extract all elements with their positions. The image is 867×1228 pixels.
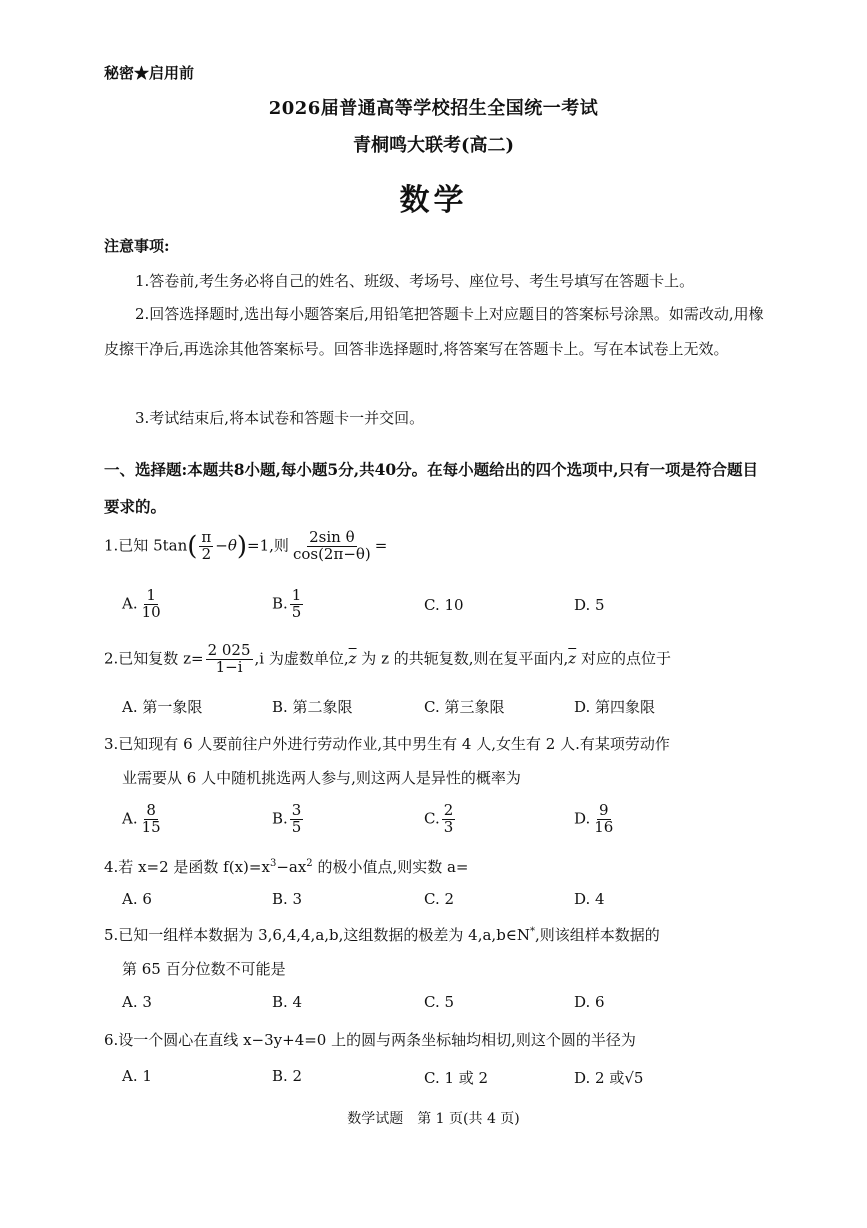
q6-option-c: C. 1 或 2 bbox=[424, 1069, 489, 1087]
q2-option-d: D. 第四象限 bbox=[574, 698, 656, 716]
q2-option-a: A. 第一象限 bbox=[122, 698, 203, 716]
q1-option-d: D. 5 bbox=[574, 596, 605, 614]
question-3-line-1: 3.已知现有 6 人要前往户外进行劳动作业,其中男生有 4 人,女生有 2 人.有某项劳动作 bbox=[104, 735, 670, 753]
q3-option-a: A. $\frac{8}{15}$ bbox=[122, 801, 161, 836]
question-3-line-2: 业需要从 6 人中随机挑选两人参与,则这两人是异性的概率为 bbox=[122, 769, 521, 787]
note-3: 3.考试结束后,将本试卷和答题卡一并交回。 bbox=[135, 409, 425, 427]
q5-option-b: B. 4 bbox=[272, 993, 303, 1011]
q1-fraction: $\frac{\text{2sin θ}}{\cos(2\pi-\theta)}$ bbox=[292, 528, 371, 563]
exam-subtitle: 青桐鸣大联考(高二) bbox=[352, 135, 515, 156]
q2-option-b: B. 第二象限 bbox=[272, 698, 353, 716]
q3-option-c: C. $\frac{2}{3}$ bbox=[424, 801, 454, 836]
q2-option-c: C. 第三象限 bbox=[424, 698, 505, 716]
q1-prefix: 1.已知 5tan bbox=[104, 536, 188, 555]
question-5-line-2: 第 65 百分位数不可能是 bbox=[122, 960, 286, 978]
question-6: 6.设一个圆心在直线 x−3y+4=0 上的圆与两条坐标轴均相切,则这个圆的半径为 bbox=[104, 1031, 636, 1049]
question-5-line-1: 5.已知一组样本数据为 3,6,4,4,a,b,这组数据的极差为 4,a,b∈N*,则该组样本数据的 bbox=[104, 926, 660, 944]
q3-option-d: D. $\frac{9}{16}$ bbox=[574, 801, 614, 836]
subject-title: 数学 bbox=[399, 183, 468, 218]
question-4: 4.若 x=2 是函数 $f(x)=x^3-ax^2$ 的极小值点,则实数 a= bbox=[104, 858, 469, 876]
q4-option-d: D. 4 bbox=[574, 890, 605, 908]
q1-option-b: B. $\frac{1}{5}$ bbox=[272, 586, 302, 621]
q1-option-c: C. 10 bbox=[424, 596, 464, 614]
q4-option-b: B. 3 bbox=[272, 890, 303, 908]
q5-option-d: D. 6 bbox=[574, 993, 605, 1011]
q1-option-a: A. $\frac{1}{10}$ bbox=[122, 586, 161, 621]
section-heading: 一、选择题:本题共8小题,每小题5分,共40分。在每小题给出的四个选项中,只有一项是符合题目要求的。 bbox=[104, 460, 759, 516]
q3-option-b: B. $\frac{3}{5}$ bbox=[272, 801, 302, 836]
q4-option-a: A. 6 bbox=[122, 890, 152, 908]
q6-option-b: B. 2 bbox=[272, 1067, 303, 1085]
notes-heading: 注意事项: bbox=[104, 237, 170, 255]
q4-option-c: C. 2 bbox=[424, 890, 455, 908]
q6-option-a: A. 1 bbox=[122, 1067, 152, 1085]
q5-option-c: C. 5 bbox=[424, 993, 455, 1011]
q5-option-a: A. 3 bbox=[122, 993, 152, 1011]
note-2: 2.回答选择题时,选出每小题答案后,用铅笔把答题卡上对应题目的答案标号涂黑。如需改动,用橡皮擦干净后,再选涂其他答案标号。回答非选择题时,将答案写在答题卡上。写在本试卷上无效。 bbox=[104, 305, 764, 358]
exam-title: 2026届普通高等学校招生全国统一考试 bbox=[268, 98, 599, 119]
confidential-label: 秘密★启用前 bbox=[104, 64, 195, 82]
q6-option-d: D. 2 或√5 bbox=[574, 1069, 644, 1087]
q1-pi-over-2: $\frac{\pi}{2}$ bbox=[201, 528, 212, 563]
question-1: 1.已知 5tan( $\frac{\pi}{2}$ −θ)=1,则 $\frac{\text{2sin θ}}{\cos(2\pi-\theta)}$ = bbox=[104, 528, 388, 563]
page-footer: 数学试题 第 1 页(共 4 页) bbox=[347, 1111, 520, 1127]
note-1: 1.答卷前,考生务必将自己的姓名、班级、考场号、座位号、考生号填写在答题卡上。 bbox=[135, 272, 695, 290]
question-2: 2.已知复数 z= $\frac{2 025}{1-i}$ ,i 为虚数单位$,\overline{z}$ 为 z 的共轭复数,则在复平面内$,\overline{z}$ 对应的点位于 bbox=[104, 641, 671, 676]
